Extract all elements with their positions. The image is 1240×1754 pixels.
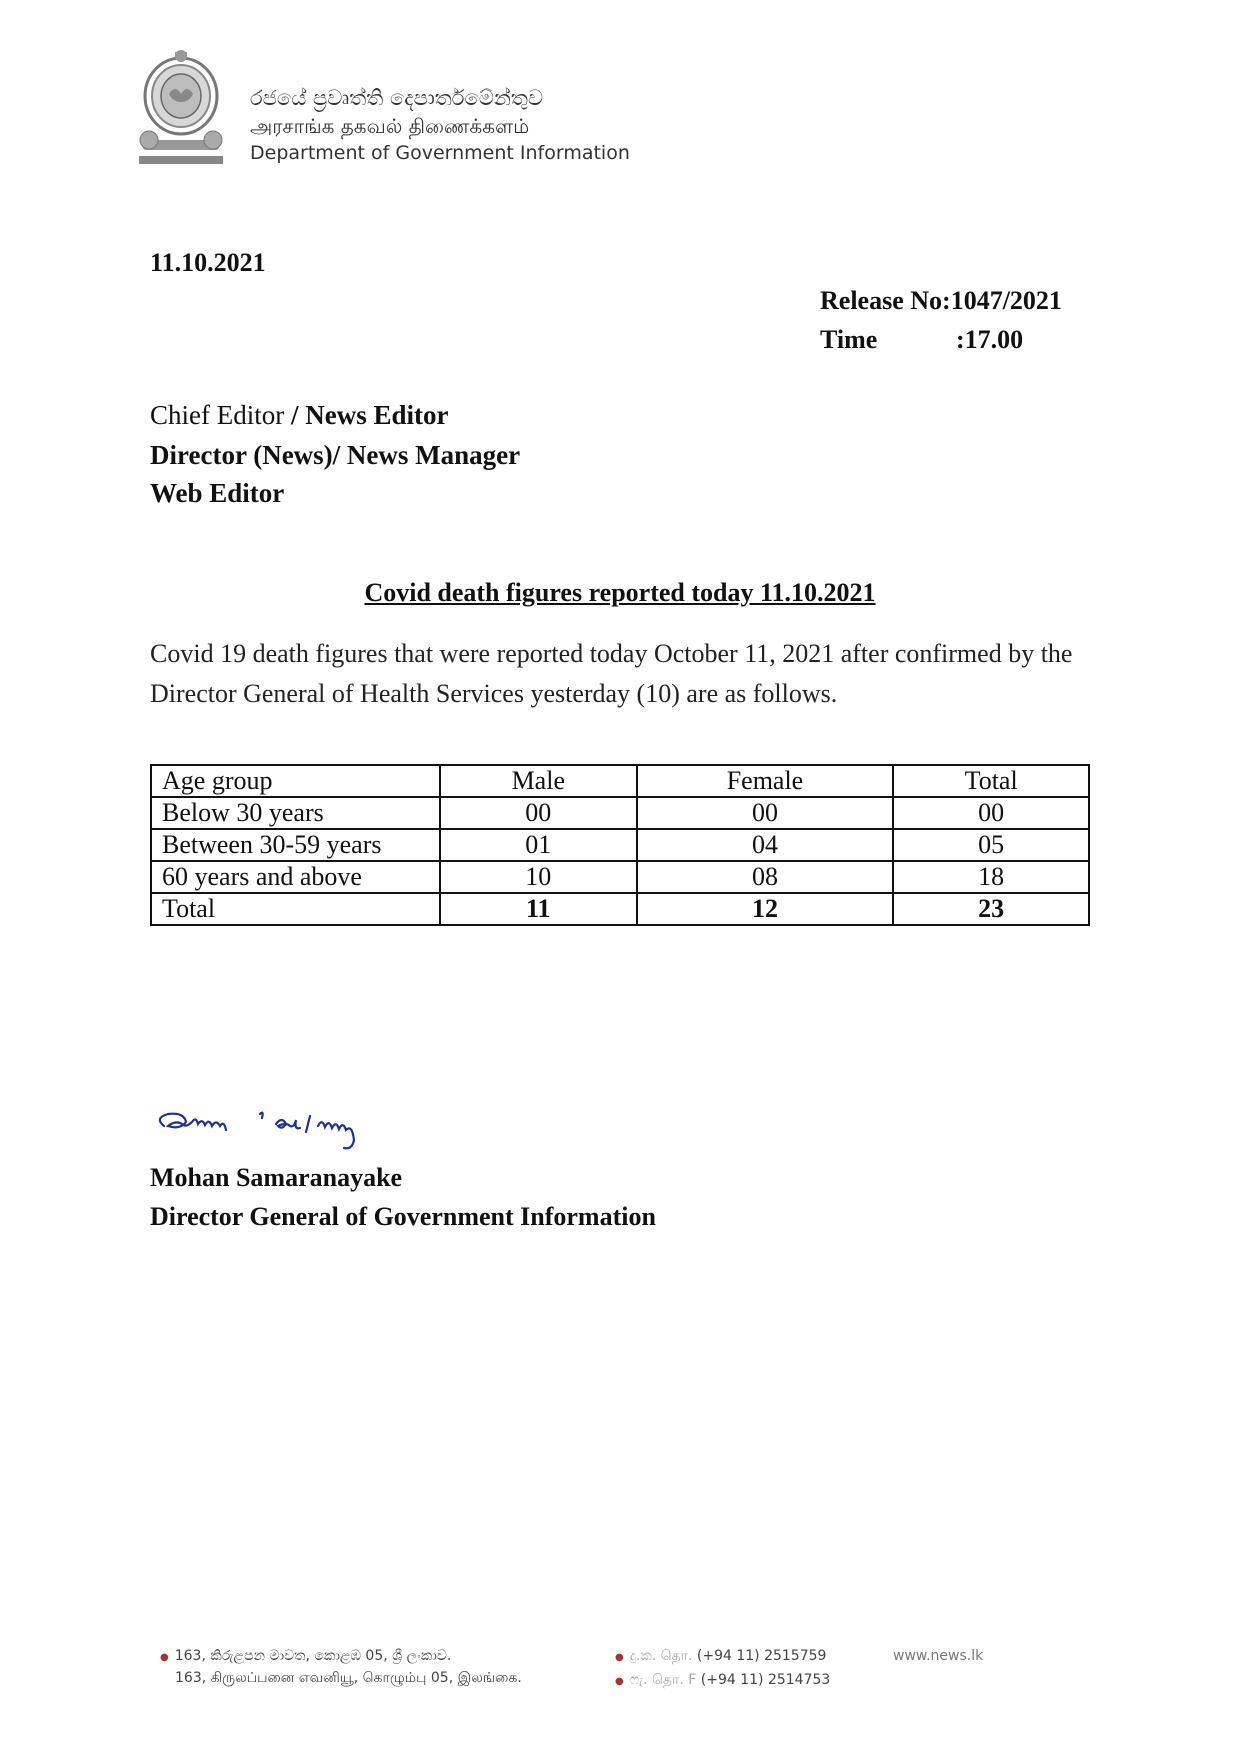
address-sinhala-text: 163, කිරුළපන මාවත, කොළඹ 05, ශ්‍රී ලංකාව. (174, 1648, 452, 1664)
table-row (151, 829, 1089, 861)
male-cell: 10 (440, 861, 637, 893)
signature-image (150, 1098, 440, 1158)
age-group-cell: 60 years and above (151, 861, 440, 893)
female-cell: 04 (637, 829, 894, 861)
release-number (820, 286, 1062, 316)
fax-number: (+94 11) 2514753 (700, 1672, 831, 1688)
document-heading: Covid death figures reported today 11.10.2021 (364, 578, 876, 607)
grand-total-cell: 23 (893, 893, 1089, 925)
footer-address-sinhala (160, 1648, 451, 1664)
addressee-chief-editor: Chief Editor (150, 400, 285, 430)
age-group-cell: Below 30 years (151, 797, 440, 829)
male-total-cell: 11 (440, 893, 637, 925)
addressee-news-editor: News Editor (305, 400, 449, 430)
addressee-line-1 (150, 400, 449, 431)
footer-telephone (615, 1648, 826, 1666)
female-cell: 00 (637, 797, 894, 829)
header-female: Female (637, 765, 894, 797)
body-paragraph: Covid 19 death figures that were reported today October 11, 2021 after confirmed by the Director General of Health Services yesterday (10) are as follows. (150, 639, 1073, 708)
time-value: :17.00 (956, 325, 1024, 354)
death-figures-table (150, 764, 1090, 926)
release-label: Release No: (820, 286, 951, 315)
total-cell: 05 (893, 829, 1089, 861)
telephone-label: දු.ක. தொ. (629, 1648, 693, 1664)
addressee-separator: / (284, 400, 306, 430)
header-total: Total (893, 765, 1089, 797)
footer-address-tamil: 163, கிருலப்பனை எவனியூ, கொழும்பு 05, இலங்கை. (175, 1670, 522, 1686)
male-cell: 01 (440, 829, 637, 861)
table-row (151, 861, 1089, 893)
document-date: 11.10.2021 (150, 248, 266, 277)
table-header-row (151, 765, 1089, 797)
department-name-sinhala: රජයේ ප්‍රවෘත්ති දෙපාර්තමේන්තුව (250, 86, 544, 110)
total-label-cell: Total (151, 893, 440, 925)
female-total-cell: 12 (637, 893, 894, 925)
age-group-cell: Between 30-59 years (151, 829, 440, 861)
fax-label: ෆැ. தொ. F (629, 1672, 697, 1688)
female-cell: 08 (637, 861, 894, 893)
department-name-english: Department of Government Information (250, 142, 630, 164)
total-cell: 18 (893, 861, 1089, 893)
total-cell: 00 (893, 797, 1089, 829)
bullet-icon: ● (615, 1652, 624, 1663)
bullet-icon: ● (160, 1652, 169, 1663)
release-time (820, 325, 1023, 355)
header-age-group: Age group (151, 765, 440, 797)
signatory-title: Director General of Government Information (150, 1202, 656, 1231)
department-name-tamil: அரசாங்க தகவல் திணைக்களம் (250, 114, 530, 138)
government-emblem-icon (135, 48, 227, 168)
bullet-icon: ● (615, 1676, 624, 1687)
time-label: Time (820, 325, 878, 354)
telephone-number: (+94 11) 2515759 (696, 1648, 827, 1664)
table-total-row (151, 893, 1089, 925)
footer-fax (615, 1672, 830, 1690)
footer-website[interactable]: www.news.lk (893, 1648, 984, 1664)
header-male: Male (440, 765, 637, 797)
table-row (151, 797, 1089, 829)
addressee-line-3: Web Editor (150, 478, 285, 508)
signatory-name: Mohan Samaranayake (150, 1163, 403, 1192)
addressee-line-2: Director (News)/ News Manager (150, 440, 521, 470)
male-cell: 00 (440, 797, 637, 829)
release-value: 1047/2021 (950, 286, 1062, 315)
